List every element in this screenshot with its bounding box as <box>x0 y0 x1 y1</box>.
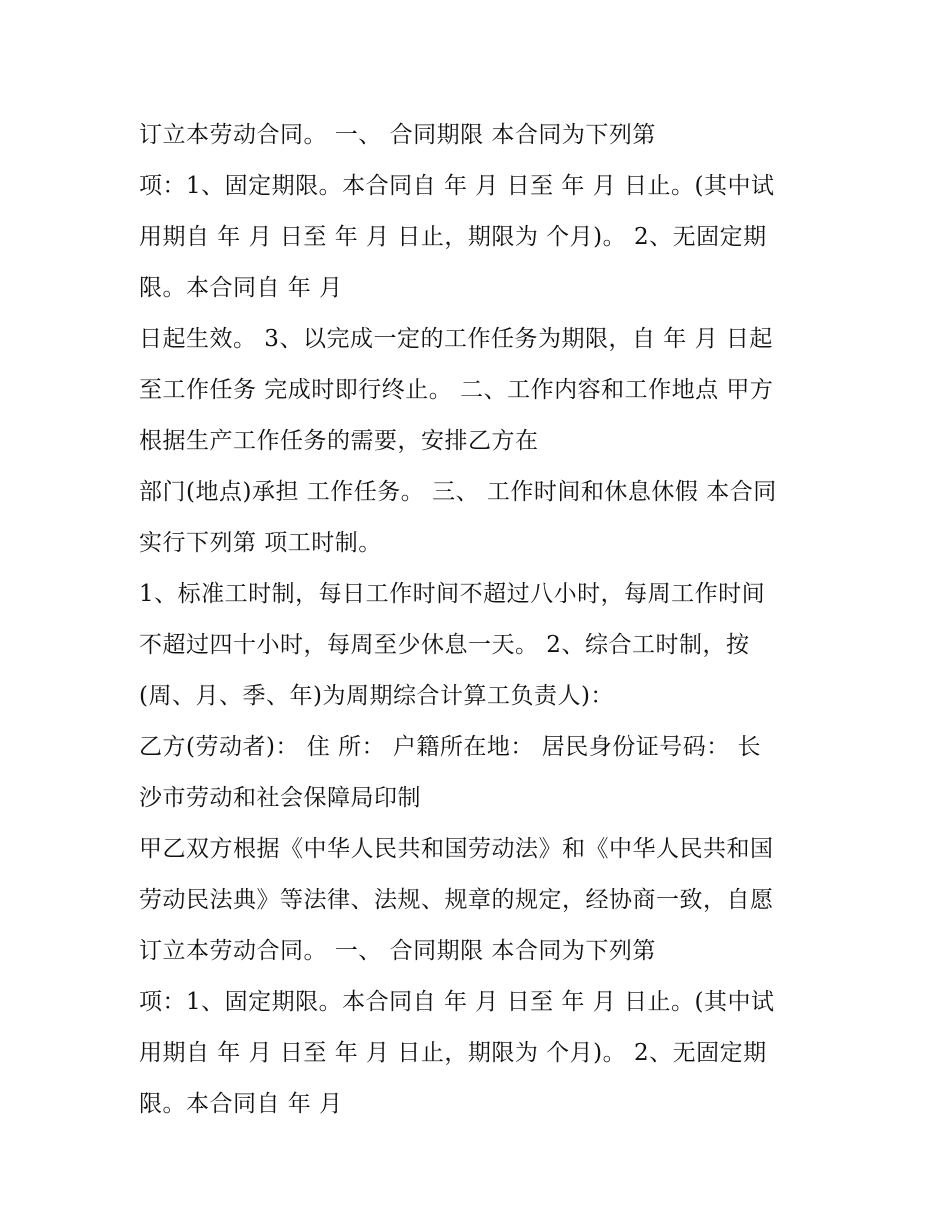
text-line-16: 劳动民法典》等法律、法规、规章的规定，经协商一致，自愿 <box>139 887 774 913</box>
text-line-8: 部门(地点)承担 工作任务。 三、 工作时间和休息休假 本合同 <box>139 479 777 505</box>
text-line-12: (周、月、季、年)为周期综合计算工负责人)： <box>139 683 614 709</box>
text-line-20: 限。本合同自 年 月 <box>139 1091 343 1117</box>
text-line-3: 用期自 年 月 日至 年 月 日止，期限为 个月)。 2、无固定期 <box>139 224 767 250</box>
text-line-17: 订立本劳动合同。 一、 合同期限 本合同为下列第 <box>139 938 656 964</box>
text-line-14: 沙市劳动和社会保障局印制 <box>139 785 421 811</box>
text-line-9: 实行下列第 项工时制。 <box>139 530 382 556</box>
text-line-18: 项：1、固定期限。本合同自 年 月 日至 年 月 日止。(其中试 <box>139 989 775 1015</box>
text-line-4: 限。本合同自 年 月 <box>139 275 343 301</box>
text-line-7: 根据生产工作任务的需要，安排乙方在 <box>139 428 539 454</box>
contract-text <box>139 110 819 1130</box>
text-line-13: 乙方(劳动者)： 住 所： 户籍所在地： 居民身份证号码： 长 <box>139 734 762 760</box>
text-line-15: 甲乙双方根据《中华人民共和国劳动法》和《中华人民共和国 <box>139 836 774 862</box>
text-line-11: 不超过四十小时，每周至少休息一天。 2、综合工时制，按 <box>139 632 750 658</box>
text-line-6: 至工作任务 完成时即行终止。 二、工作内容和工作地点 甲方 <box>139 377 774 403</box>
text-line-2: 项：1、固定期限。本合同自 年 月 日至 年 月 日止。(其中试 <box>139 173 775 199</box>
text-line-19: 用期自 年 月 日至 年 月 日止，期限为 个月)。 2、无固定期 <box>139 1040 767 1066</box>
text-line-10: 1、标准工时制，每日工作时间不超过八小时，每周工作时间 <box>139 581 766 607</box>
text-line-1: 订立本劳动合同。 一、 合同期限 本合同为下列第 <box>139 122 656 148</box>
text-line-5: 日起生效。 3、以完成一定的工作任务为期限，自 年 月 日起 <box>139 326 773 352</box>
